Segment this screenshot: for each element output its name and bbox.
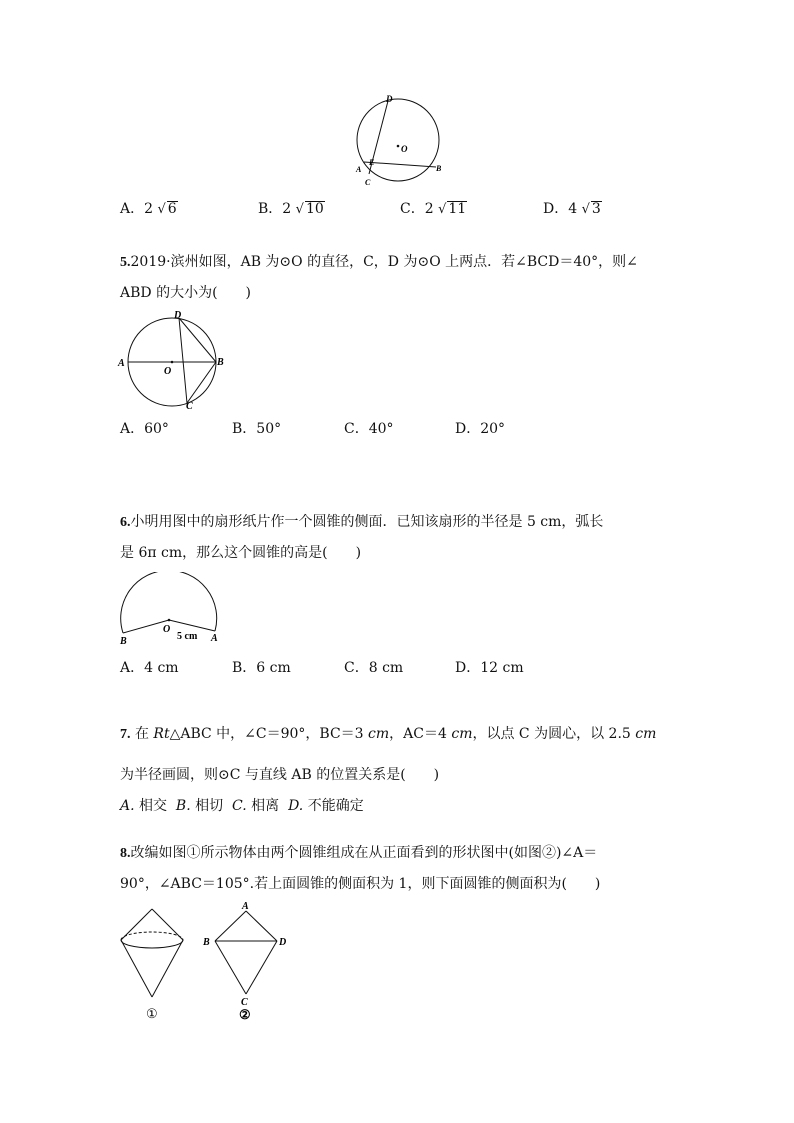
q4-option-c[interactable] xyxy=(400,198,467,218)
sqrt-icon: √ xyxy=(438,202,447,217)
q6-option-a[interactable]: A．4 cm xyxy=(120,660,179,676)
sqrt-icon: √ xyxy=(295,202,304,217)
q5-label-C: C xyxy=(186,401,193,412)
q8-fig1-caption: ① xyxy=(146,1006,158,1021)
q8-label-A: A xyxy=(242,901,249,912)
q7-mid: △ABC 中，∠C＝90°，BC＝3 xyxy=(169,726,369,742)
q4-option-d-label: D．4 xyxy=(543,201,578,217)
sqrt-icon: √ xyxy=(581,202,590,217)
q6-label-A: A xyxy=(211,633,218,644)
q7-option-b-letter: B. xyxy=(175,798,191,814)
q7-mid2: ，AC＝4 xyxy=(389,726,452,742)
q5-label-D: D xyxy=(174,310,182,321)
q7-option-c[interactable] xyxy=(232,798,279,814)
q4-circle-diagram xyxy=(350,92,450,192)
q4-figure xyxy=(350,92,450,192)
q6-figure xyxy=(112,572,232,648)
q7-option-b[interactable] xyxy=(176,798,223,814)
q8-double-cone-drawing xyxy=(116,905,192,1027)
q8-stem-line2 xyxy=(120,874,600,894)
q8-label-C: C xyxy=(241,997,248,1008)
q7-cm3: cm xyxy=(635,726,657,742)
q6-label-O: O xyxy=(163,624,171,635)
q5-label-A: A xyxy=(118,358,125,369)
q6-option-c[interactable]: C．8 cm xyxy=(344,660,404,676)
q6-sector-diagram xyxy=(112,572,232,648)
q8-line2-text: 90°，∠ABC＝105°.若上面圆锥的侧面积为 1，则下面圆锥的侧面积为( ) xyxy=(120,876,601,892)
q6-stem-line1 xyxy=(120,512,603,533)
q4-label-D: D xyxy=(386,94,393,104)
sqrt-icon: √ xyxy=(157,202,166,217)
q8-figure-1 xyxy=(116,905,192,1027)
q4-label-B: B xyxy=(436,164,442,173)
q5-option-a[interactable]: A．60° xyxy=(120,421,169,437)
q7-option-d[interactable] xyxy=(288,798,364,814)
q5-option-b[interactable]: B．50° xyxy=(232,421,282,437)
q5-option-c[interactable]: C．40° xyxy=(344,421,394,437)
q4-option-c-label: C．2 xyxy=(400,201,434,217)
q8-line1-text: 改编如图①所示物体由两个圆锥组成在从正面看到的形状图中(如图②)∠A＝ xyxy=(130,845,598,861)
q6-label-radius: 5 cm xyxy=(177,631,198,642)
q4-option-a-label: A．2 xyxy=(120,201,154,217)
q7-post: ，以点 C 为圆心，以 2.5 xyxy=(472,726,636,742)
q6-number: 6. xyxy=(120,515,131,530)
q7-line2-text: 为半径画圆，则⊙C 与直线 AB 的位置关系是( ) xyxy=(120,767,440,783)
q6-label-B: B xyxy=(120,636,127,647)
q5-option-d[interactable]: D．20° xyxy=(455,421,506,437)
q8-label-B: B xyxy=(203,937,210,948)
q4-option-d-radicand: 3 xyxy=(591,201,601,217)
q4-label-A: A xyxy=(356,165,362,174)
q6-line1-text: 小明用图中的扇形纸片作一个圆锥的侧面．已知该扇形的半径是 5 cm，弧长 xyxy=(130,514,604,530)
q6-stem-line2 xyxy=(120,543,361,563)
q7-number: 7. xyxy=(120,727,131,742)
q5-line2-text: ABD 的大小为( ) xyxy=(120,285,251,301)
q7-option-d-letter: D. xyxy=(288,798,304,814)
q7-stem-line1 xyxy=(120,724,656,745)
q6-line2-text: 是 6π cm，那么这个圆锥的高是( ) xyxy=(120,545,362,561)
q7-option-c-letter: C. xyxy=(232,798,247,814)
q4-option-a[interactable] xyxy=(120,198,178,218)
q8-fig2-caption: ② xyxy=(239,1007,251,1022)
q7-option-a-text: 相交 xyxy=(134,798,168,814)
q5-stem-line1 xyxy=(120,252,638,273)
q4-label-C: C xyxy=(365,178,371,187)
q5-circle-diagram xyxy=(116,308,226,413)
q5-label-B: B xyxy=(217,357,224,368)
q7-pre: 在 xyxy=(134,726,154,742)
q4-option-b[interactable] xyxy=(258,198,325,218)
q5-label-O: O xyxy=(164,366,172,377)
q4-option-c-radicand: 11 xyxy=(448,201,467,217)
q5-line1-text: 2019·滨州如图，AB 为⊙O 的直径，C，D 为⊙O 上两点．若∠BCD＝40°，则∠ xyxy=(130,254,638,270)
q5-number: 5. xyxy=(120,255,131,270)
q8-figure-2 xyxy=(200,898,300,1028)
q7-option-b-text: 相切 xyxy=(190,798,224,814)
q8-number: 8. xyxy=(120,846,131,861)
q4-label-E: E xyxy=(369,158,375,167)
q5-stem-line2 xyxy=(120,283,251,303)
q5-figure xyxy=(116,308,226,413)
q7-cm1: cm xyxy=(368,726,390,742)
q8-stem-line1 xyxy=(120,843,597,864)
q7-option-d-text: 不能确定 xyxy=(303,798,364,814)
q7-options xyxy=(120,796,364,816)
q7-option-a[interactable] xyxy=(120,798,167,814)
q4-option-b-label: B．2 xyxy=(258,201,292,217)
q7-option-a-letter: A. xyxy=(120,798,135,814)
q8-label-D: D xyxy=(279,937,287,948)
q7-stem-line2 xyxy=(120,765,439,785)
q4-option-a-radicand: 6 xyxy=(167,201,177,217)
q4-label-O: O xyxy=(401,144,408,154)
q4-option-b-radicand: 10 xyxy=(305,201,324,217)
q6-option-d[interactable]: D．12 cm xyxy=(455,660,524,676)
q7-option-c-text: 相离 xyxy=(246,798,280,814)
q6-option-b[interactable]: B．6 cm xyxy=(232,660,291,676)
q7-rt: Rt xyxy=(153,726,170,742)
q7-cm2: cm xyxy=(451,726,473,742)
q4-option-d[interactable] xyxy=(543,198,602,218)
q8-front-view-diagram xyxy=(200,898,300,1028)
